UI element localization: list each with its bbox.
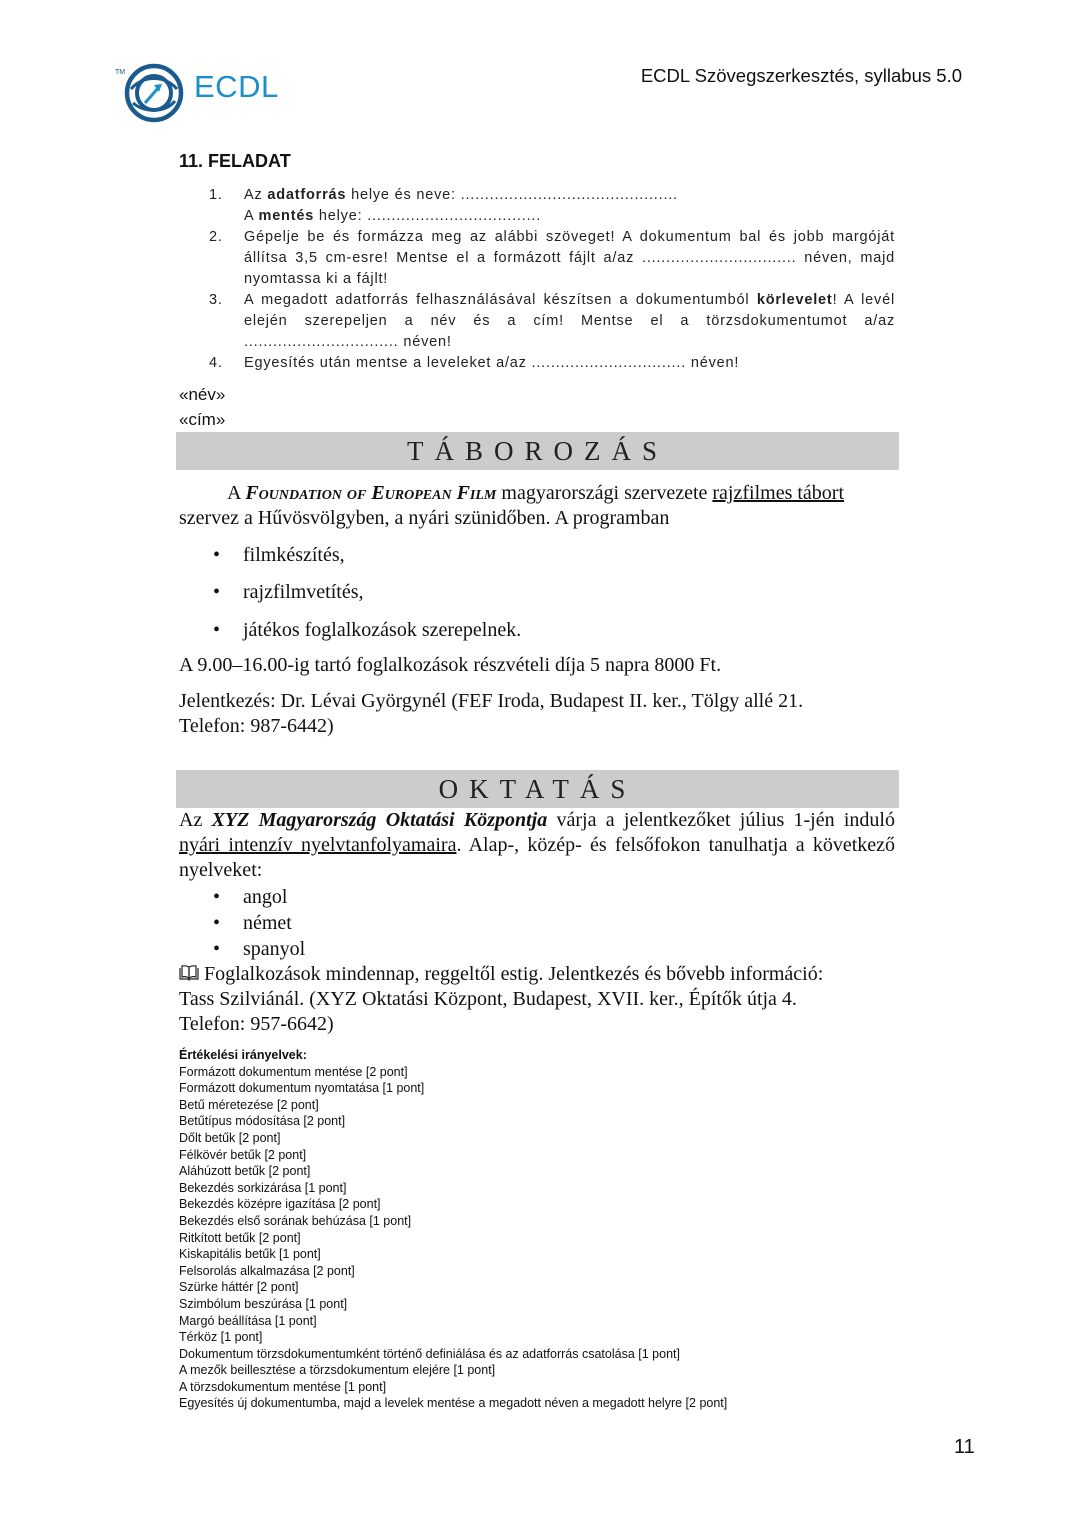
logo-text: ECDL (194, 69, 279, 104)
merge-field-name: «név» (179, 385, 226, 404)
task-text: helye: .................................... (314, 208, 542, 224)
contact-phone: Telefon: 987-6442) (179, 715, 334, 737)
task-bold: adatforrás (267, 187, 347, 203)
task-text: A (244, 208, 259, 224)
merge-field-address: «cím» (179, 410, 226, 429)
evaluation-item: Formázott dokumentum nyomtatása [1 pont] (179, 1081, 425, 1096)
book-icon (179, 965, 199, 981)
evaluation-item: Bekezdés első sorának behúzása [1 pont] (179, 1213, 412, 1228)
bullet-icon: • (213, 544, 221, 566)
evaluation-item: Félkövér betűk [2 pont] (179, 1147, 307, 1162)
globe-icon (121, 63, 187, 123)
camp-underlined: rajzfilmes tábort (712, 482, 845, 504)
evaluation-item: Ritkított betűk [2 pont] (179, 1230, 301, 1245)
contact-line: Jelentkezés: Dr. Lévai Györgynél (FEF Iroda, Budapest II. ker., Tölgy allé 21. (179, 690, 804, 712)
evaluation-item: Formázott dokumentum mentése [2 pont] (179, 1064, 408, 1079)
task-number: 1. (209, 187, 223, 203)
organization-name: XYZ Magyarország Oktatási Központja (211, 809, 548, 831)
ecdl-logo (113, 63, 293, 123)
evaluation-item: A mezők beillesztése a törzsdokumentum elejére [1 pont] (179, 1363, 496, 1378)
bullet-icon: • (213, 912, 221, 934)
evaluation-item: A törzsdokumentum mentése [1 pont] (179, 1379, 387, 1394)
camp-paragraph: A Foundation of European Film magyarországi szervezete rajzfilmes tábort szervez a Hűvösvölgyben, a nyári szünidőben. A programban (179, 482, 845, 529)
task-number: 3. (209, 292, 223, 308)
evaluation-item: Margó beállítása [1 pont] (179, 1313, 317, 1328)
evaluation-item: Térköz [1 pont] (179, 1330, 263, 1345)
task-text: helye és neve: ............................................. (346, 187, 678, 203)
task-text: ! A levél elején szerepeljen a név és a cím! Mentse el a törzsdokumentumot a/az ................................ néven! (244, 292, 895, 350)
evaluation-title: Értékelési irányelvek: (179, 1048, 307, 1062)
bullet-icon: • (213, 581, 221, 603)
task-item (209, 353, 895, 374)
evaluation-item: Felsorolás alkalmazása [2 pont] (179, 1263, 355, 1278)
section-heading-oktatas: OKTATÁS (176, 770, 899, 808)
evaluation-item: Dokumentum törzsdokumentumként történő definiálása és az adatforrás csatolása [1 pont] (179, 1346, 680, 1361)
evaluation-item: Betű méretezése [2 pont] (179, 1097, 319, 1112)
task-text: Egyesítés után mentse a leveleket a/az ................................ néven! (244, 355, 740, 371)
task-item (209, 290, 895, 353)
evaluation-item: Aláhúzott betűk [2 pont] (179, 1164, 311, 1179)
evaluation-item: Bekezdés sorkizárása [1 pont] (179, 1180, 347, 1195)
bullet-icon: • (213, 938, 221, 960)
task-title: 11. FELADAT (179, 151, 291, 171)
task-number: 2. (209, 229, 223, 245)
education-paragraph: Az XYZ Magyarország Oktatási Központja várja a jelentkezőket július 1-jén induló nyári intenzív nyelvtanfolyamaira. Alap-, közép- és felsőfokon tanulhatja a következő nyelveket: (179, 809, 896, 881)
fee-line: A 9.00–16.00-ig tartó foglalkozások részvételi díja 5 napra 8000 Ft. (179, 654, 722, 676)
task-number: 4. (209, 355, 223, 371)
evaluation-item: Szürke háttér [2 pont] (179, 1280, 299, 1295)
info-phone: Telefon: 957-6642) (179, 1013, 334, 1035)
page-number: 11 (954, 1436, 975, 1458)
task-text: Az (244, 187, 268, 203)
info-line: Tass Szilviánál. (XYZ Oktatási Központ, Budapest, XVII. ker., Építők útja 4. (179, 988, 797, 1010)
bullet-icon: • (213, 619, 221, 641)
evaluation-list (179, 1047, 727, 1412)
task-item (209, 185, 895, 227)
document-title: ECDL Szövegszerkesztés, syllabus 5.0 (640, 65, 962, 86)
evaluation-item: Egyesítés új dokumentumba, majd a levelek mentése a megadott néven a megadott helyre [2 pont] (179, 1396, 728, 1411)
logo-trademark: TM (115, 69, 126, 76)
evaluation-item: Dőlt betűk [2 pont] (179, 1130, 281, 1145)
course-underlined: nyári intenzív nyelvtanfolyamaira (179, 834, 457, 856)
organization-name: Foundation of European Film (245, 482, 497, 504)
info-line: Foglalkozások mindennap, reggeltől estig. Jelentkezés és bővebb információ: (179, 962, 823, 987)
evaluation-item: Szimbólum beszúrása [1 pont] (179, 1296, 348, 1311)
evaluation-item: Bekezdés középre igazítása [2 pont] (179, 1197, 381, 1212)
task-text: A megadott adatforrás felhasználásával készítsen a dokumentumból (244, 292, 757, 308)
task-bold: mentés (258, 208, 315, 224)
evaluation-item: Kiskapitális betűk [1 pont] (179, 1247, 321, 1262)
task-text: Gépelje be és formázza meg az alábbi szöveget! A dokumentum bal és jobb margóját állítsa 3,5 cm-esre! Mentse el a formázott fájlt a/az ................................ néven, majd nyomtassa ki a fájlt! (244, 229, 895, 287)
section-heading-taborozas: TÁBOROZÁS (176, 432, 899, 470)
bullet-icon: • (213, 886, 221, 908)
evaluation-item: Betűtípus módosítása [2 pont] (179, 1114, 346, 1129)
task-bold: körlevelet (756, 292, 833, 308)
task-item (209, 227, 895, 290)
task-list (209, 185, 895, 374)
